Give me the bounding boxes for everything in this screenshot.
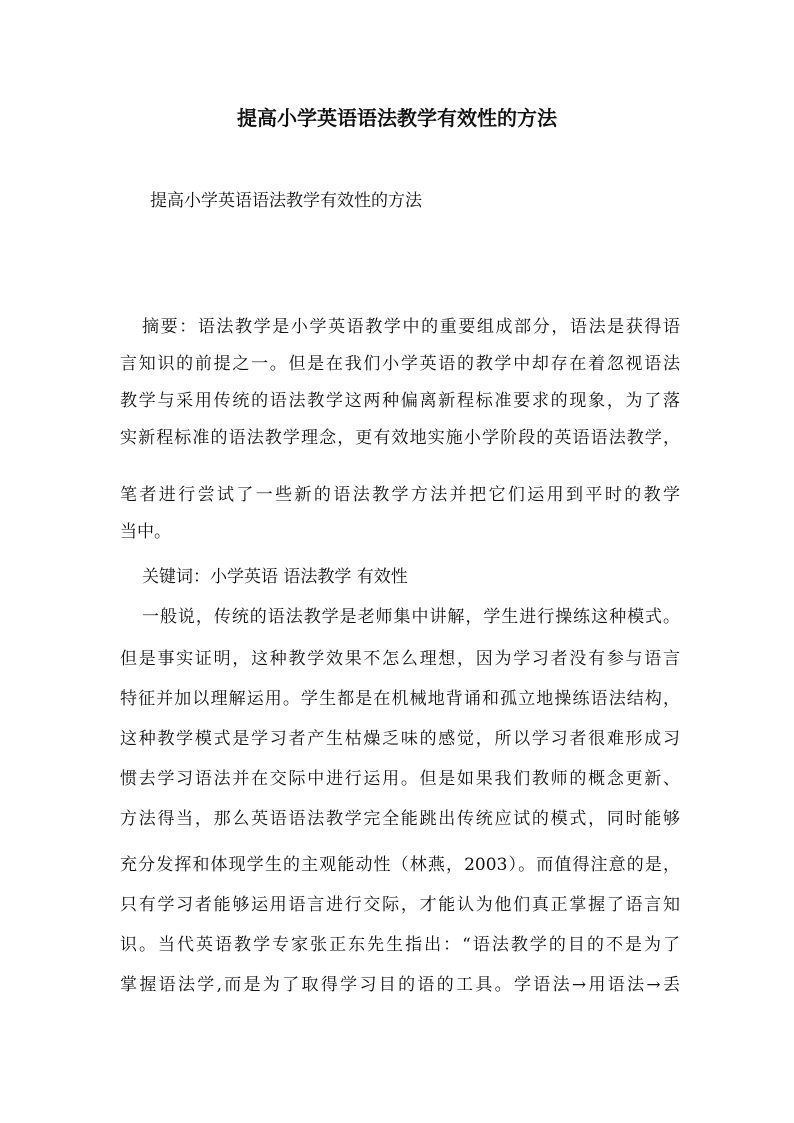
body-line: 这种教学模式是学习者产生枯燥乏味的感觉，所以学习者很难形成习 — [120, 729, 680, 749]
body-line: 只有学习者能够运用语言进行交际，才能认为他们真正掌握了语言知 — [120, 895, 680, 915]
abstract-line: 摘要：语法教学是小学英语教学中的重要组成部分，语法是获得语 — [142, 317, 680, 337]
abstract-line: 当中。 — [120, 522, 171, 542]
body-line: 惯去学习语法并在交际中进行运用。但是如果我们教师的概念更新、 — [120, 769, 680, 789]
keywords-line: 关键词：小学英语 语法教学 有效性 — [142, 567, 408, 587]
document-title: 提高小学英语语法教学有效性的方法 — [237, 106, 557, 130]
abstract-line: 笔者进行尝试了一些新的语法教学方法并把它们运用到平时的教学 — [120, 485, 680, 505]
document-subtitle: 提高小学英语语法教学有效性的方法 — [150, 191, 422, 211]
body-line: 掌握语法学,而是为了取得学习目的语的工具。学语法→用语法→丢 — [120, 975, 680, 995]
body-line: 但是事实证明，这种教学效果不怎么理想，因为学习者没有参与语言 — [120, 649, 680, 669]
abstract-line: 言知识的前提之一。但是在我们小学英语的教学中却存在着忽视语法 — [120, 354, 680, 374]
body-line: 方法得当，那么英语语法教学完全能跳出传统应试的模式，同时能够 — [120, 809, 680, 829]
body-line: 充分发挥和体现学生的主观能动性（林燕，2003）。而值得注意的是， — [120, 855, 680, 875]
abstract-line: 实新程标准的语法教学理念，更有效地实施小学阶段的英语语法教学， — [120, 428, 680, 448]
body-line: 识。当代英语教学专家张正东先生指出：“语法教学的目的不是为了 — [120, 935, 680, 955]
body-line: 一般说，传统的语法教学是老师集中讲解，学生进行操练这种模式。 — [142, 607, 680, 627]
body-line: 特征并加以理解运用。学生都是在机械地背诵和孤立地操练语法结构， — [120, 689, 680, 709]
abstract-line: 教学与采用传统的语法教学这两种偏离新程标准要求的现象，为了落 — [120, 391, 680, 411]
